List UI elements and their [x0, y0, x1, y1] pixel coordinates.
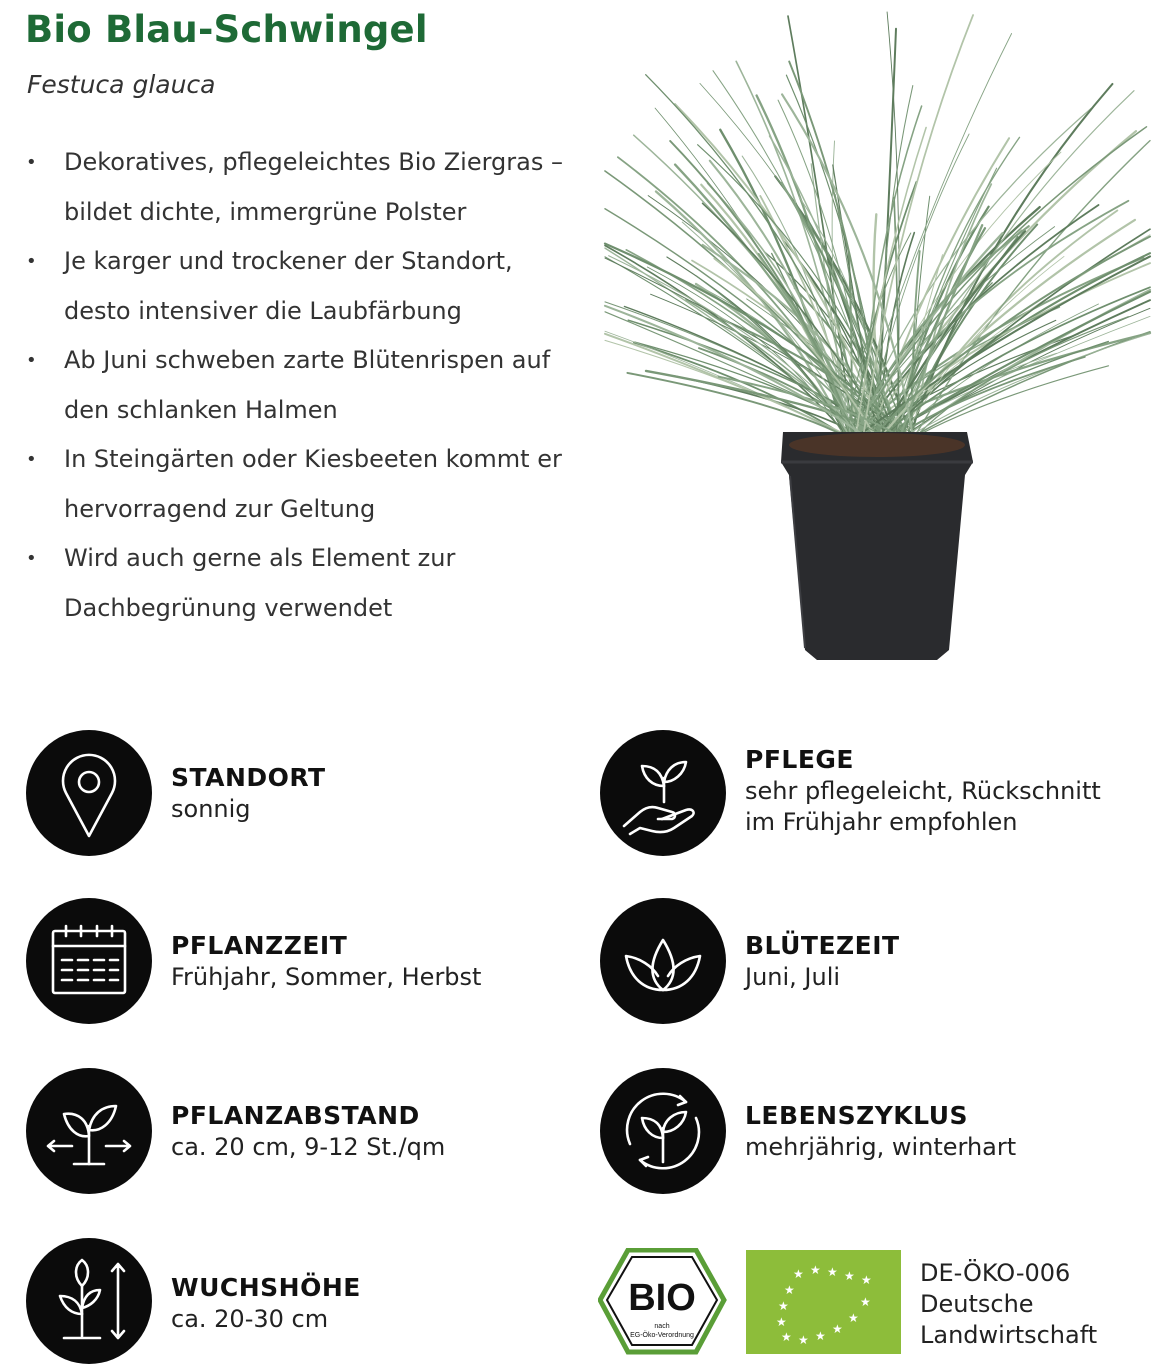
plant-pot	[781, 432, 973, 660]
svg-text:★: ★	[798, 1333, 809, 1347]
plant-height-icon	[26, 1238, 152, 1364]
feature-pflege	[600, 730, 1120, 860]
bullet-dot-icon: •	[26, 350, 37, 371]
svg-text:BIO: BIO	[628, 1277, 696, 1319]
feature-label: STANDORT	[171, 763, 326, 792]
svg-text:★: ★	[810, 1263, 821, 1277]
feature-label: LEBENSZYKLUS	[745, 1101, 969, 1130]
cert-origin-line2: Landwirtschaft	[920, 1321, 1098, 1349]
cert-origin-line1: Deutsche	[920, 1290, 1034, 1318]
bullet-text: Wird auch gerne als Element zur Dachbegrünung verwendet	[64, 544, 456, 622]
svg-text:nach: nach	[654, 1323, 670, 1330]
svg-text:★: ★	[827, 1265, 838, 1279]
feature-value: ca. 20 cm, 9-12 St./qm	[171, 1133, 446, 1161]
bullet-dot-icon: •	[26, 449, 37, 470]
feature-label: PFLEGE	[745, 745, 855, 774]
bullet-dot-icon: •	[26, 152, 37, 173]
svg-text:★: ★	[776, 1315, 787, 1329]
calendar-icon	[26, 898, 152, 1024]
feature-value: sehr pflegeleicht, Rückschnitt im Frühjahr empfohlen	[745, 777, 1101, 836]
feature-value: Juni, Juli	[745, 963, 841, 991]
bullet-text: In Steingärten oder Kiesbeeten kommt er hervorragend zur Geltung	[64, 445, 562, 523]
bullet-item	[20, 237, 580, 336]
svg-text:★: ★	[844, 1269, 855, 1283]
bullet-text: Ab Juni schweben zarte Blütenrispen auf den schlanken Halmen	[64, 346, 551, 424]
location-pin-icon	[26, 730, 152, 856]
feature-label: BLÜTEZEIT	[745, 931, 900, 960]
svg-text:★: ★	[860, 1295, 871, 1309]
lotus-flower-icon	[600, 898, 726, 1024]
svg-text:EG-Öko-Verordnung: EG-Öko-Verordnung	[630, 1332, 694, 1339]
svg-text:★: ★	[778, 1299, 789, 1313]
bullet-item	[20, 534, 580, 633]
feature-label: PFLANZZEIT	[171, 931, 348, 960]
bullet-text: Dekoratives, pflegeleichtes Bio Ziergras – bildet dichte, immergrüne Polster	[64, 148, 563, 226]
soil	[789, 433, 965, 457]
svg-text:★: ★	[861, 1273, 872, 1287]
eco-control-code: DE-ÖKO-006	[920, 1259, 1071, 1287]
svg-text:★: ★	[832, 1322, 843, 1336]
bullet-item	[20, 138, 580, 237]
eu-organic-leaf-logo	[746, 1250, 901, 1354]
svg-text:★: ★	[781, 1330, 792, 1344]
feature-standort	[26, 730, 546, 860]
feature-label: PFLANZABSTAND	[171, 1101, 420, 1130]
feature-label: WUCHSHÖHE	[171, 1273, 361, 1302]
plant-photo	[585, 0, 1170, 680]
svg-text:★: ★	[793, 1267, 804, 1281]
product-title: Bio Blau-Schwingel	[25, 8, 428, 51]
svg-text:★: ★	[815, 1329, 826, 1343]
bullet-text: Je karger und trockener der Standort, desto intensiver die Laubfärbung	[64, 247, 513, 325]
seedling-hand-icon	[600, 730, 726, 856]
feature-value: mehrjährig, winterhart	[745, 1133, 1017, 1161]
feature-pflanzabstand	[26, 1068, 546, 1198]
feature-value: sonnig	[171, 795, 251, 823]
plant-cycle-icon	[600, 1068, 726, 1194]
feature-lebenszyklus	[600, 1068, 1120, 1198]
feature-value: Frühjahr, Sommer, Herbst	[171, 963, 482, 991]
certification-text	[920, 1258, 1097, 1351]
svg-text:★: ★	[784, 1283, 795, 1297]
svg-text:★: ★	[848, 1311, 859, 1325]
bullet-item	[20, 336, 580, 435]
feature-wuchshoehe	[26, 1238, 546, 1368]
plant-spacing-icon	[26, 1068, 152, 1194]
bullet-dot-icon: •	[26, 251, 37, 272]
grass-blade	[609, 256, 863, 440]
latin-name: Festuca glauca	[27, 70, 216, 99]
bullet-item	[20, 435, 580, 534]
feature-pflanzzeit	[26, 898, 546, 1028]
bio-seal-logo	[600, 1250, 724, 1352]
bullet-dot-icon: •	[26, 548, 37, 569]
feature-value: ca. 20-30 cm	[171, 1305, 329, 1333]
grass-blades	[605, 12, 1150, 440]
feature-bluetezeit	[600, 898, 1120, 1028]
feature-bullet-list	[20, 138, 580, 633]
